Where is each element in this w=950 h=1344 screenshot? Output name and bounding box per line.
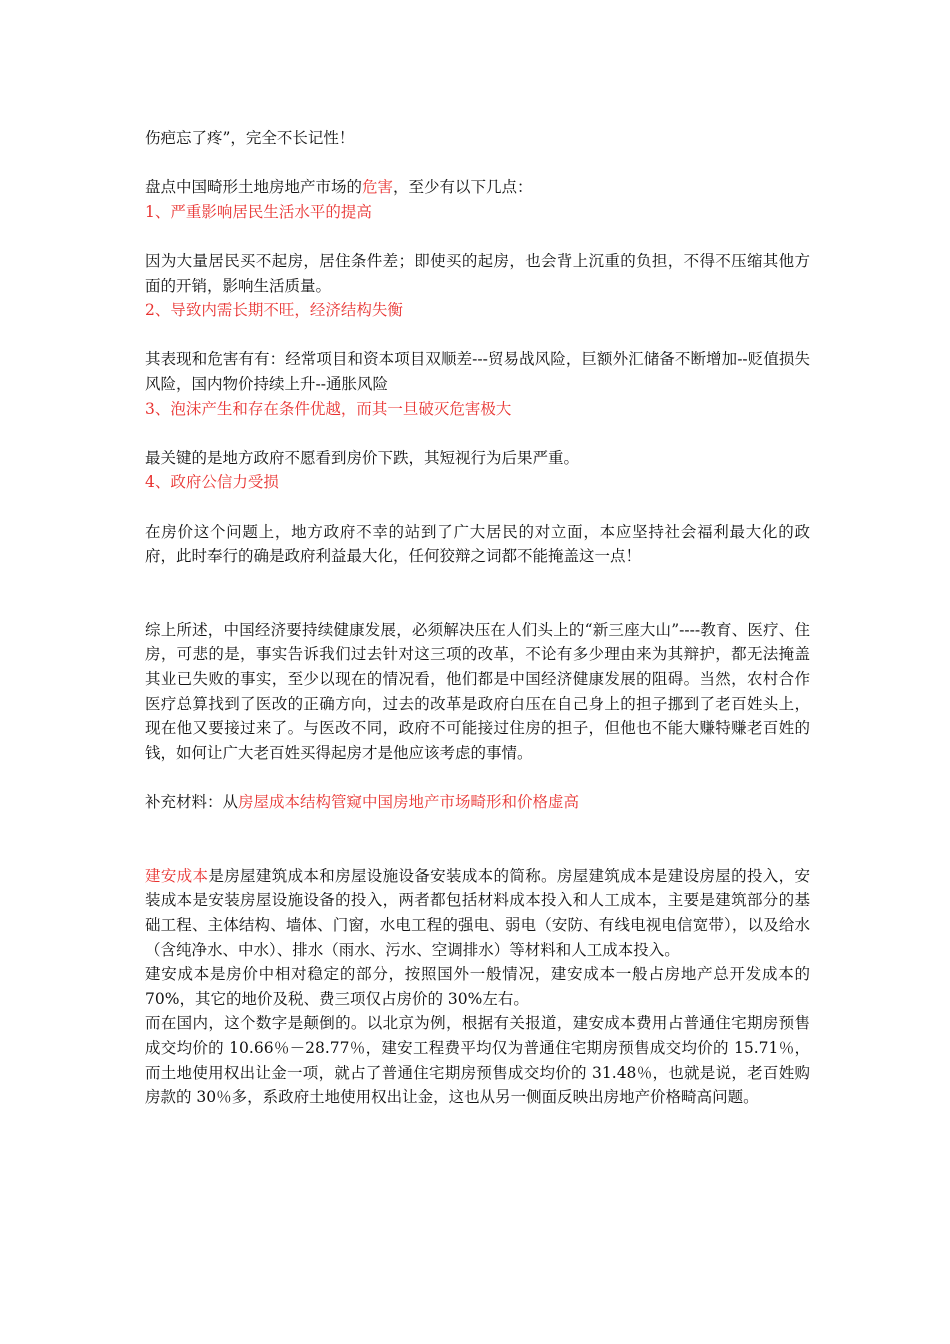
spacer — [145, 815, 810, 864]
paragraph-beijing: 而在国内，这个数字是颠倒的。以北京为例，根据有关报道，建安成本费用占普通住宅期房预售成交均价的 10.66％－28.77％，建安工程费平均仅为普通住宅期房预售成交均价的 15.71％，而土地使用权出让金一项，就占了普通住宅期房预售成交均价的 31.48％，也就是说，老百姓购房款的 30％多，系政府土地使用权出让金，这也从另一侧面反映出房地产价格畸高问题。 — [145, 1014, 810, 1107]
heading-point-1: 1、严重影响居民生活水平的提高 — [145, 202, 372, 221]
intro-tail: ，至少有以下几点： — [393, 178, 533, 197]
spacer — [145, 765, 810, 790]
spacer — [145, 323, 810, 348]
paragraph-summary: 综上所述，中国经济要持续健康发展，必须解决压在人们头上的“新三座大山”----教育、医疗、住房，可悲的是，事实告诉我们过去针对这三项的改革，不论有多少理由来为其辩护，都无法掩盖其业已失败的事实，至少以现在的情况看，他们都是中国经济健康发展的阻碍。当然，农村合作医疗总算找到了医改的正确方向，过去的改革是政府白压在自己身上的担子挪到了老百姓头上，现在他又要接过来了。与医改不同，政府不可能接过住房的担子，但他也不能大赚特赚老百姓的钱，如何让广大老百姓买得起房才是他应该考虑的事情。 — [145, 620, 810, 762]
paragraph-opening: 伤疤忘了疼”，完全不长记性！ — [145, 129, 355, 147]
term-construction-cost: 建安成本 — [145, 866, 209, 885]
document-page — [145, 126, 810, 1110]
spacer — [145, 151, 810, 176]
paragraph-point-2: 其表现和危害有有：经常项目和资本项目双顺差---贸易战风险，巨额外汇储备不断增加--贬值损失风险，国内物价持续上升--通胀风险 — [145, 350, 810, 393]
paragraph-supplement — [145, 790, 810, 815]
paragraph-point-4: 在房价这个问题上，地方政府不幸的站到了广大居民的对立面，本应坚持社会福利最大化的政府，此时奉行的确是政府利益最大化，任何狡辩之词都不能掩盖这一点！ — [145, 522, 810, 566]
intro-text: 盘点中国畸形土地房地产市场的 — [145, 178, 363, 197]
heading-point-2: 2、导致内需长期不旺，经济结构失衡 — [145, 301, 403, 320]
spacer — [145, 569, 810, 618]
paragraph-intro — [145, 175, 810, 200]
highlight-harm: 危害 — [362, 178, 394, 197]
spacer — [145, 224, 810, 249]
construction-cost-text: 是房屋建筑成本和房屋设施设备安装成本的简称。房屋建筑成本是建设房屋的投入，安装成本是安装房屋设施设备的投入，两者都包括材料成本投入和人工成本，主要是建筑部分的基础工程、主体结构、墙体、门窗，水电工程的强电、弱电（安防、有线电视电信宽带），以及给水（含纯净水、中水）、排水（雨水、污水、空调排水）等材料和人工成本投入。 — [145, 866, 810, 959]
supplement-title-link: 房屋成本结构管窥中国房地产市场畸形和价格虚高 — [238, 793, 580, 812]
heading-point-4: 4、政府公信力受损 — [145, 473, 279, 492]
spacer — [145, 495, 810, 520]
paragraph-point-1: 因为大量居民买不起房，居住条件差；即使买的起房，也会背上沉重的负担，不得不压缩其他方面的开销，影响生活质量。 — [145, 251, 810, 295]
spacer — [145, 421, 810, 446]
paragraph-point-3: 最关键的是地方政府不愿看到房价下跌，其短视行为后果严重。 — [145, 448, 580, 467]
paragraph-cost-ratio: 建安成本是房价中相对稳定的部分，按照国外一般情况，建安成本一般占房地产总开发成本的 70%，其它的地价及税、费三项仅占房价的 30%左右。 — [145, 965, 810, 1008]
supplement-label: 补充材料：从 — [145, 793, 239, 812]
heading-point-3: 3、泡沫产生和存在条件优越，而其一旦破灭危害极大 — [145, 399, 512, 418]
paragraph-construction-cost — [145, 864, 810, 962]
